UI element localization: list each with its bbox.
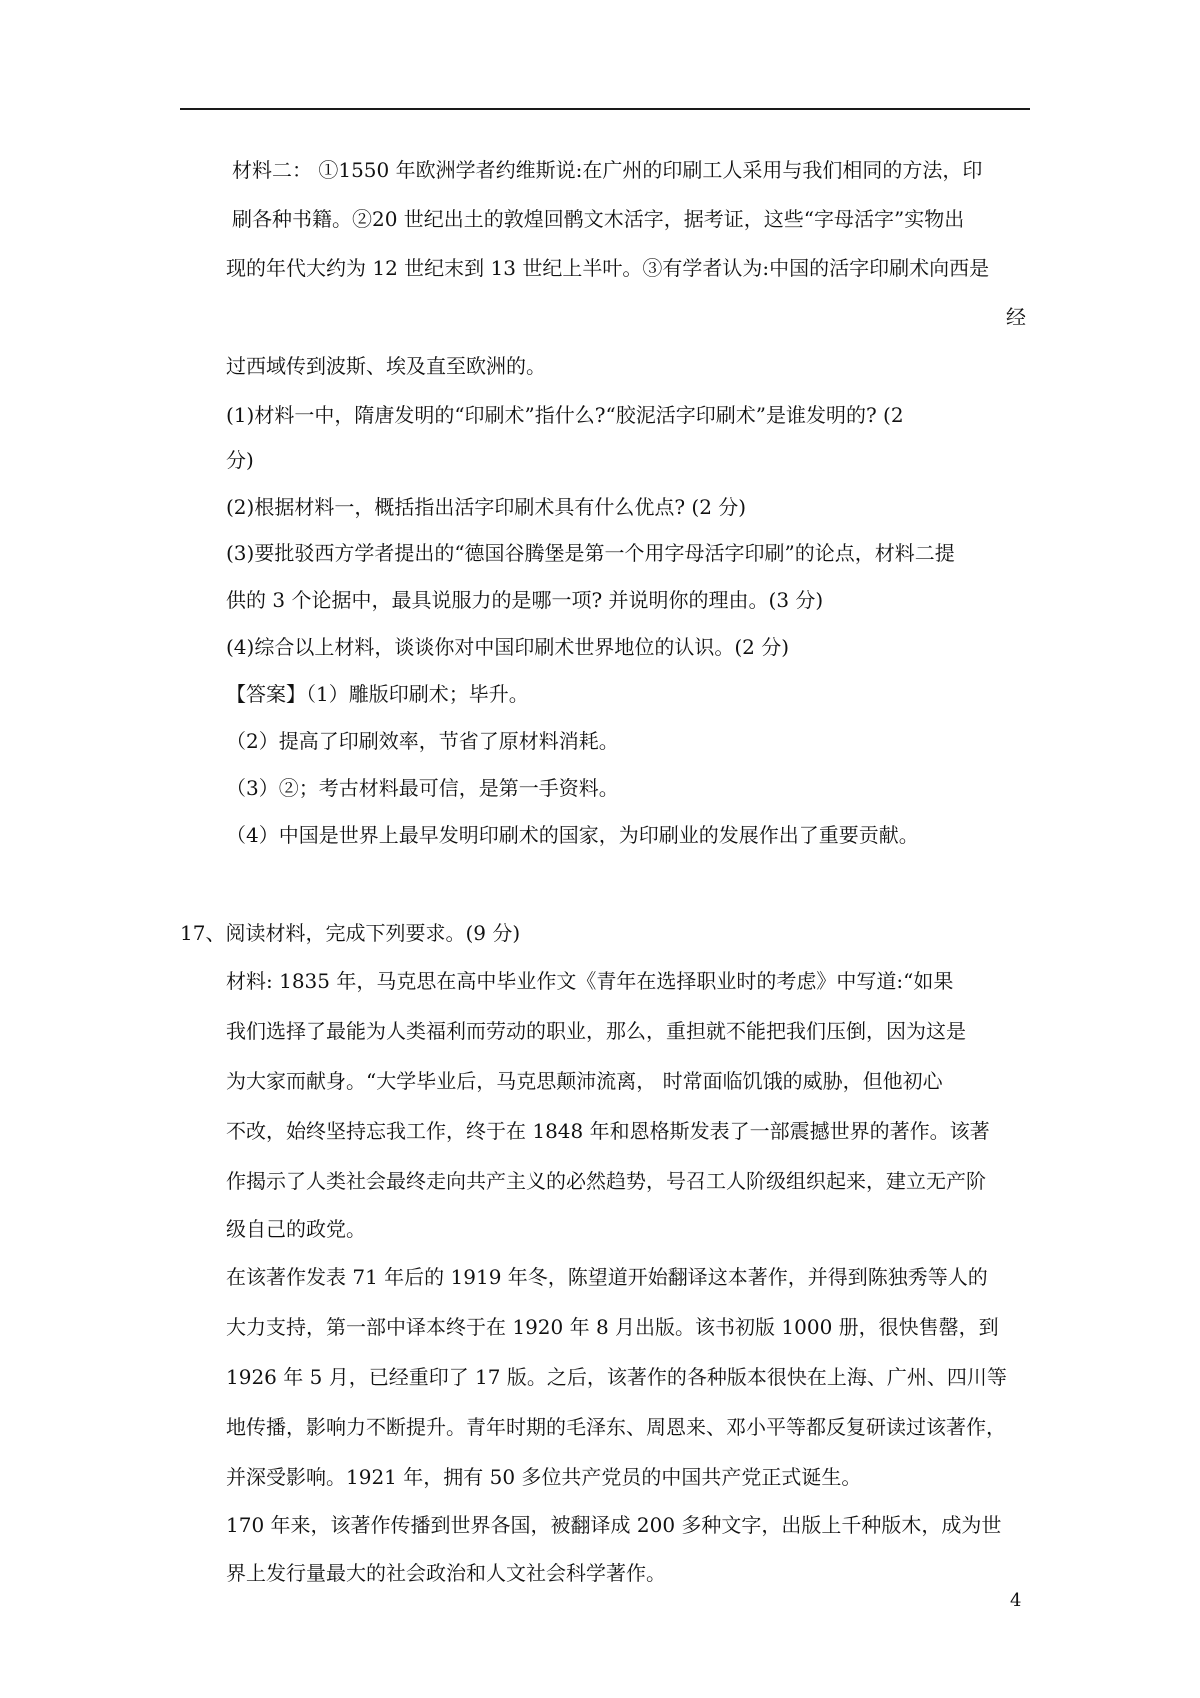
question-1-line-2: 分): [226, 448, 254, 472]
q17-paragraph-1-line-3: 为大家而献身。“大学毕业后，马克思颠沛流离， 时常面临饥饿的威胁，但他初心: [226, 1069, 943, 1093]
q17-paragraph-1-line-6: 级自己的政党。: [226, 1217, 366, 1241]
answer-2: （2）提高了印刷效率，节省了原材料消耗。: [226, 729, 619, 753]
material2-line-1: 材料二： ①1550 年欧洲学者约维斯说:在广州的印刷工人采用与我们相同的方法，印: [232, 158, 983, 182]
material2-line-2: 刷各种书籍。②20 世纪出土的敦煌回鹘文木活字，据考证，这些“字母活字”实物出: [232, 207, 965, 231]
q17-paragraph-2-line-3: 1926 年 5 月，已经重印了 17 版。之后，该著作的各种版本很快在上海、广州、四川等: [226, 1365, 1007, 1389]
q17-paragraph-3-line-1: 170 年来，该著作传播到世界各国，被翻译成 200 多种文字，出版上千种版木，成为世: [226, 1513, 1002, 1537]
material2-line-3: 现的年代大约为 12 世纪末到 13 世纪上半叶。③有学者认为:中国的活字印刷术向西是: [226, 256, 990, 280]
q17-paragraph-3-line-2: 界上发行量最大的社会政治和人文社会科学著作。: [226, 1561, 666, 1585]
question-2: (2)根据材料一，概括指出活字印刷术具有什么优点? (2 分): [226, 495, 747, 519]
q17-paragraph-2-line-2: 大力支持，第一部中译本终于在 1920 年 8 月出版。该书初版 1000 册，很快售罄，到: [226, 1315, 999, 1339]
answer-4: （4）中国是世界上最早发明印刷术的国家，为印刷业的发展作出了重要贡献。: [226, 823, 919, 847]
q17-paragraph-2-line-1: 在该著作发表 71 年后的 1919 年冬，陈望道开始翻译这本著作，并得到陈独秀等人的: [226, 1265, 988, 1289]
q17-paragraph-2-line-4: 地传播，影响力不断提升。青年时期的毛泽东、周恩来、邓小平等都反复研读过该著作，: [226, 1415, 1006, 1439]
question-1-line-1: (1)材料一中，隋唐发明的“印刷术”指什么?“胶泥活字印刷术”是谁发明的? (2: [226, 403, 904, 427]
question-3-line-2: 供的 3 个论据中，最具说服力的是哪一项? 并说明你的理由。(3 分): [226, 588, 824, 612]
page-number: 4: [1010, 1590, 1022, 1611]
header-rule: [180, 108, 1030, 110]
answer-3: （3）②；考古材料最可信，是第一手资料。: [226, 776, 619, 800]
q17-paragraph-2-line-5: 并深受影响。1921 年，拥有 50 多位共产党员的中国共产党正式诞生。: [226, 1465, 862, 1489]
q17-paragraph-1-line-4: 不改，始终坚持忘我工作，终于在 1848 年和恩格斯发表了一部震撼世界的著作。该著: [226, 1119, 990, 1143]
question-3-line-1: (3)要批驳西方学者提出的“德国谷腾堡是第一个用字母活字印刷”的论点，材料二提: [226, 541, 955, 565]
question-4: (4)综合以上材料，谈谈你对中国印刷术世界地位的认识。(2 分): [226, 635, 790, 659]
q17-paragraph-1-line-5: 作揭示了人类社会最终走向共产主义的必然趋势，号召工人阶级组织起来，建立无产阶: [226, 1169, 986, 1193]
material2-line-5: 过西域传到波斯、埃及直至欧洲的。: [226, 354, 546, 378]
q17-paragraph-1-line-2: 我们选择了最能为人类福利而劳动的职业，那么，重担就不能把我们压倒，因为这是: [226, 1019, 966, 1043]
q17-paragraph-1-line-1: 材料: 1835 年，马克思在高中毕业作文《青年在选择职业时的考虑》中写道:“如果: [226, 969, 954, 993]
question-17-title: 17、阅读材料，完成下列要求。(9 分): [180, 921, 521, 945]
answer-1: 【答案】（1）雕版印刷术；毕升。: [226, 682, 529, 706]
material2-line-4: 经: [1006, 305, 1026, 329]
